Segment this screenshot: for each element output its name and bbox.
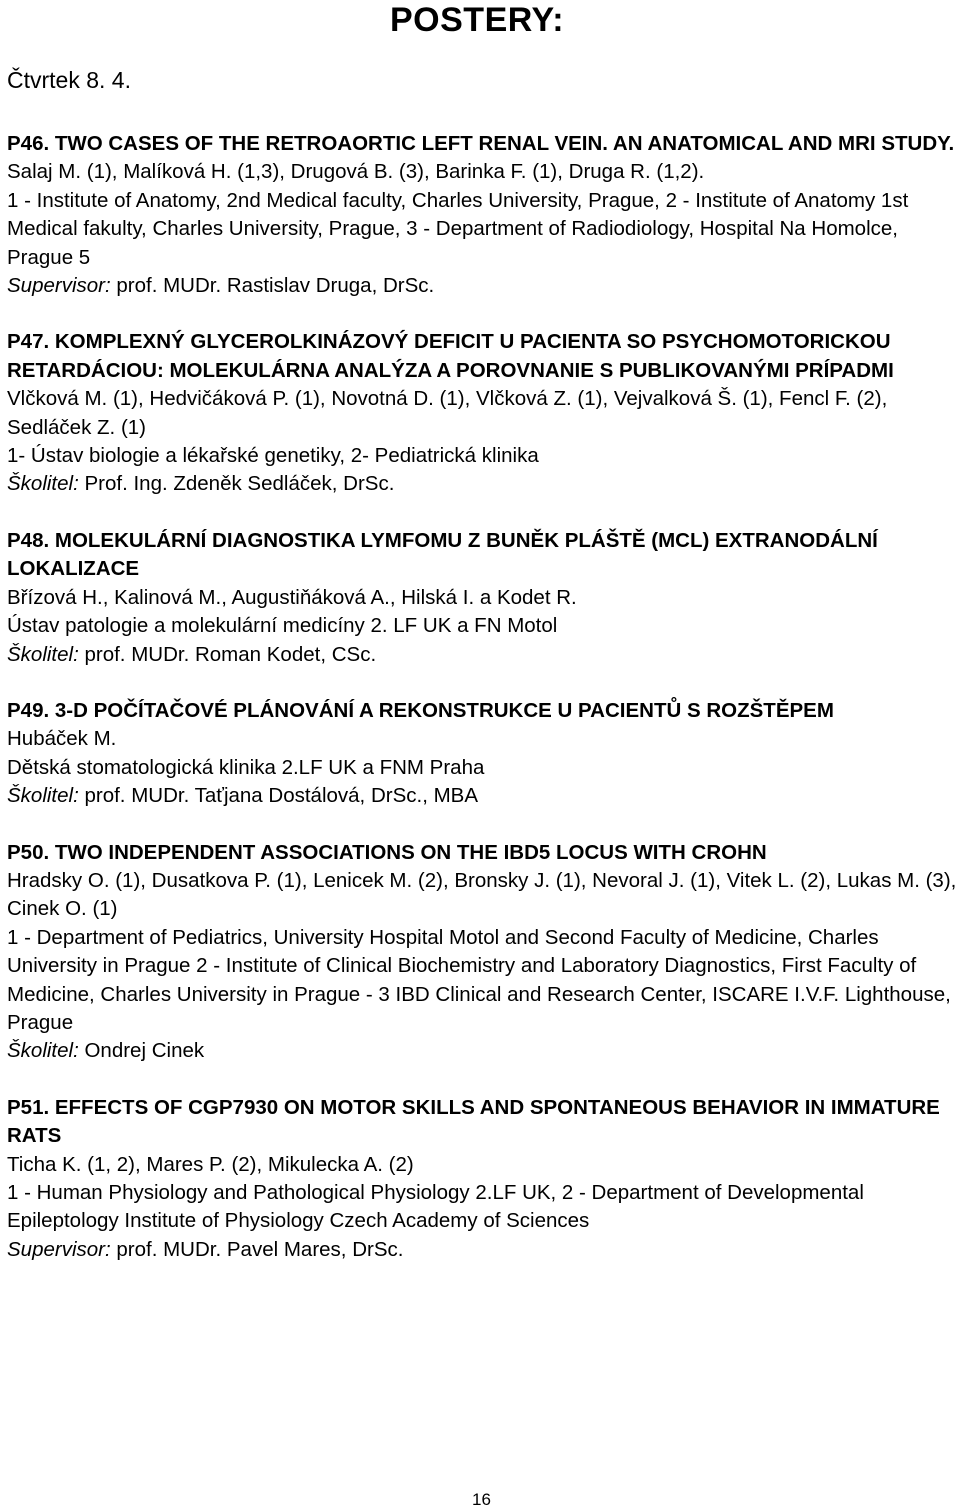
supervisor-label: Školitel: xyxy=(7,784,79,808)
poster-supervisor xyxy=(7,272,959,300)
poster-authors: Vlčková M. (1), Hedvičáková P. (1), Novotná D. (1), Vlčková Z. (1), Vejvalková Š. (1), Fencl F. (2), Sedláček Z. (1) xyxy=(7,387,888,439)
supervisor-name: Ondrej Cinek xyxy=(84,1039,205,1063)
supervisor-label: Školitel: xyxy=(7,642,79,666)
poster-authors: Hubáček M. xyxy=(7,727,117,751)
poster-title: P46. TWO CASES OF THE RETROAORTIC LEFT RENAL VEIN. AN ANATOMICAL AND MRI STUDY. xyxy=(7,132,955,155)
poster-p47 xyxy=(7,328,959,498)
poster-authors: Břízová H., Kalinová M., Augustiňáková A., Hilská I. a Kodet R. xyxy=(7,585,577,609)
poster-supervisor xyxy=(7,641,959,669)
poster-supervisor xyxy=(7,1236,959,1264)
poster-p46 xyxy=(7,130,959,300)
poster-title: P47. KOMPLEXNÝ GLYCEROLKINÁZOVÝ DEFICIT U PACIENTA SO PSYCHOMOTORICKOU RETARDÁCIOU: MOLEKULÁRNA ANALÝZA A POROVNANIE S PUBLIKOVANÝMI PRÍPADMI xyxy=(7,330,894,382)
poster-affiliation: 1 - Department of Pediatrics, University Hospital Motol and Second Faculty of Medicine, Charles University in Prague 2 - Institute of Clinical Biochemistry and Laboratory Diagnostics, First Faculty of Medicine, Charles University in Prague - 3 IBD Clinical and Research Center, ISCARE I.V.F. Lighthouse, Prague xyxy=(7,925,951,1034)
poster-supervisor xyxy=(7,470,959,498)
supervisor-label: Supervisor: xyxy=(7,1237,111,1261)
poster-p50 xyxy=(7,839,959,1066)
poster-p49 xyxy=(7,697,959,811)
poster-authors: Hradsky O. (1), Dusatkova P. (1), Lenicek M. (2), Bronsky J. (1), Nevoral J. (1), Vitek L. (2), Lukas M. (3), Cinek O. (1) xyxy=(7,868,957,921)
poster-title: P51. EFFECTS OF CGP7930 ON MOTOR SKILLS AND SPONTANEOUS BEHAVIOR IN IMMATURE RATS xyxy=(7,1095,940,1148)
supervisor-name: prof. MUDr. Roman Kodet, CSc. xyxy=(84,642,377,666)
poster-title: P48. MOLEKULÁRNÍ DIAGNOSTIKA LYMFOMU Z BUNĚK PLÁŠTĚ (MCL) EXTRANODÁLNÍ LOKALIZACE xyxy=(7,528,878,581)
poster-affiliation: 1 - Human Physiology and Pathological Physiology 2.LF UK, 2 - Department of Developmental Epileptology Institute of Physiology Czech Academy of Sciences xyxy=(7,1181,864,1233)
poster-supervisor xyxy=(7,1037,959,1065)
page-title: POSTERY: xyxy=(390,1,565,39)
poster-supervisor xyxy=(7,782,959,810)
supervisor-name: prof. MUDr. Rastislav Druga, DrSc. xyxy=(116,274,435,298)
poster-affiliation: Dětská stomatologická klinika 2.LF UK a FNM Praha xyxy=(7,755,485,779)
poster-title: P50. TWO INDEPENDENT ASSOCIATIONS ON THE IBD5 LOCUS WITH CROHN xyxy=(7,840,767,864)
supervisor-name: Prof. Ing. Zdeněk Sedláček, DrSc. xyxy=(84,472,395,496)
poster-affiliation: 1- Ústav biologie a lékařské genetiky, 2- Pediatrická klinika xyxy=(7,444,539,468)
supervisor-label: Školitel: xyxy=(7,1039,79,1063)
poster-authors: Ticha K. (1, 2), Mares P. (2), Mikulecka A. (2) xyxy=(7,1152,414,1176)
supervisor-label: Školitel: xyxy=(7,472,79,496)
poster-title: P49. 3-D POČÍTAČOVÉ PLÁNOVÁNÍ A REKONSTRUKCE U PACIENTŮ S ROZŠTĚPEM xyxy=(7,698,834,722)
poster-affiliation: 1 - Institute of Anatomy, 2nd Medical faculty, Charles University, Prague, 2 - Institute of Anatomy 1st Medical fakulty, Charles University, Prague, 3 - Department of Radiodiology, Hospital Na Homolce, Prague 5 xyxy=(7,188,909,269)
poster-p51 xyxy=(7,1094,959,1264)
poster-authors: Salaj M. (1), Malíková H. (1,3), Drugová B. (3), Barinka F. (1), Druga R. (1,2). xyxy=(7,160,705,184)
page-number: 16 xyxy=(472,1490,491,1509)
poster-p48 xyxy=(7,527,959,669)
poster-list xyxy=(7,130,959,1292)
supervisor-name: prof. MUDr. Pavel Mares, DrSc. xyxy=(116,1237,404,1261)
session-date: Čtvrtek 8. 4. xyxy=(7,67,131,93)
supervisor-name: prof. MUDr. Taťjana Dostálová, DrSc., MBA xyxy=(84,784,479,808)
supervisor-label: Supervisor: xyxy=(7,274,111,298)
poster-affiliation: Ústav patologie a molekulární medicíny 2. LF UK a FN Motol xyxy=(7,614,558,638)
